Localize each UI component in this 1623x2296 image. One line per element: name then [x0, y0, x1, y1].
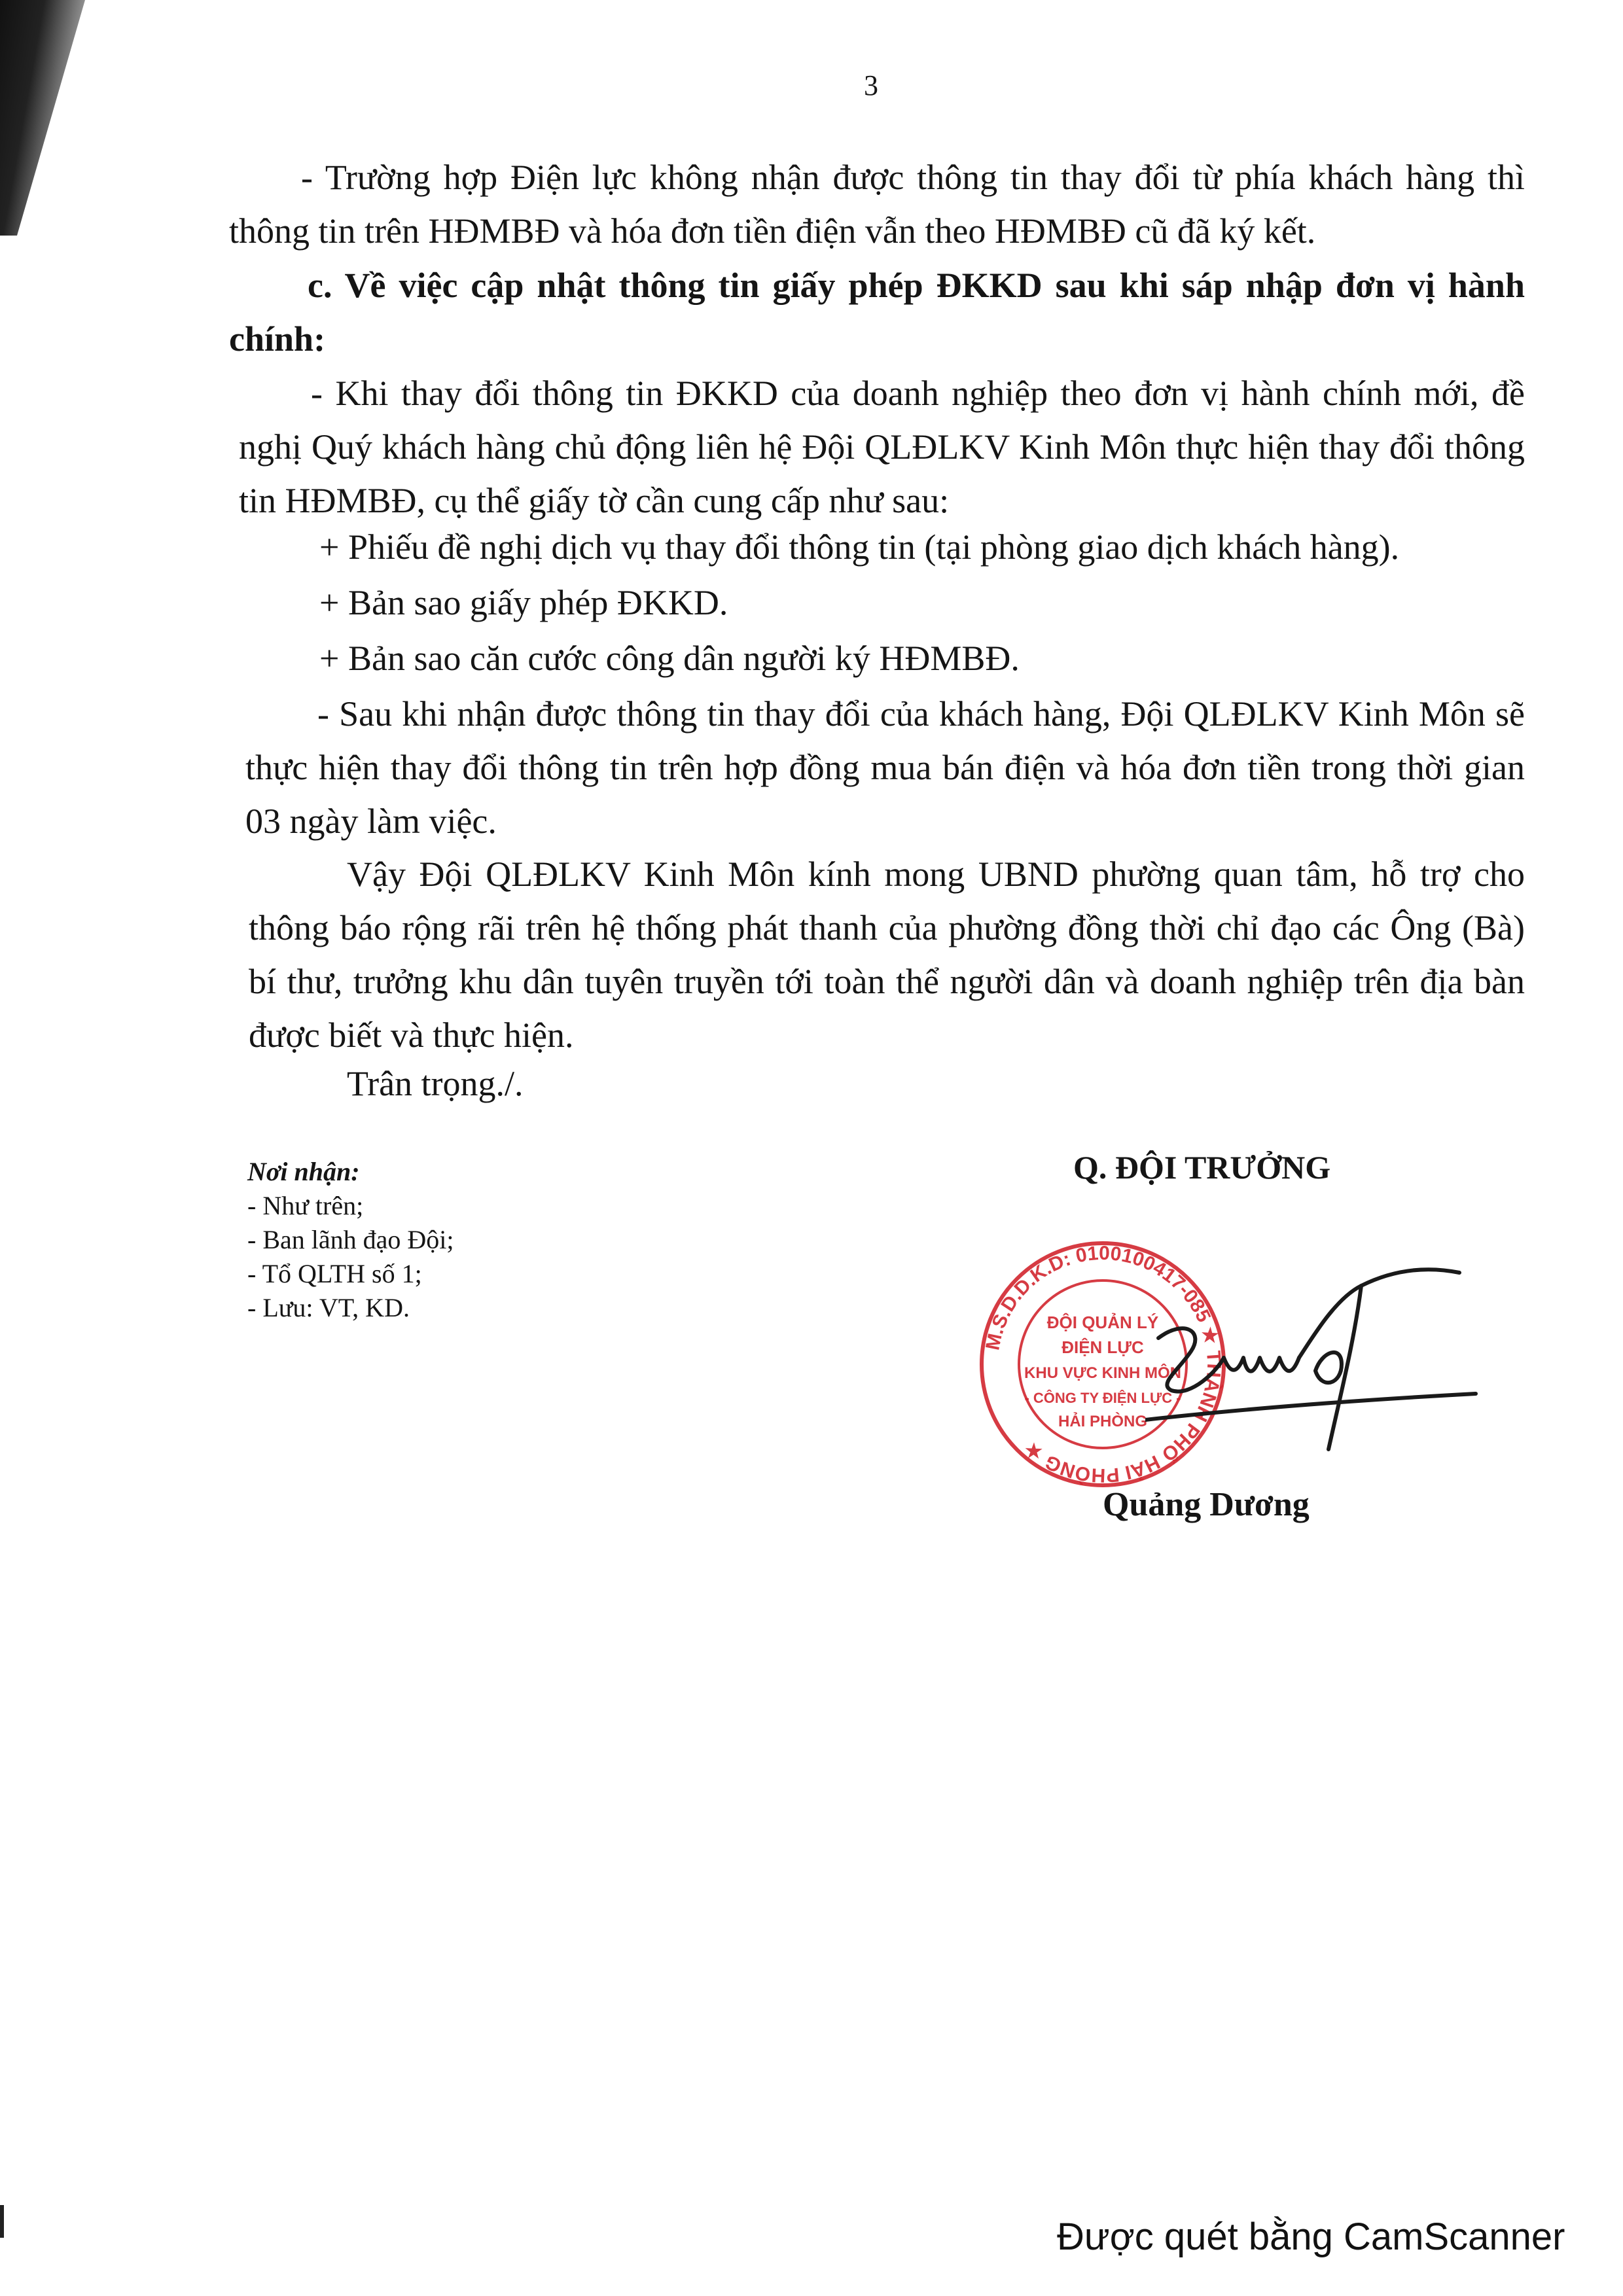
- recipient-item: - Lưu: VT, KD.: [247, 1293, 410, 1322]
- recipient-item: - Ban lãnh đạo Đội;: [247, 1225, 454, 1254]
- scan-edge: [0, 2205, 4, 2238]
- recipients-title: Nơi nhận:: [247, 1157, 360, 1186]
- recipient-item: - Tổ QLTH số 1;: [247, 1259, 422, 1288]
- paragraph-change-registration: - Khi thay đổi thông tin ĐKKD của doanh nghiệp theo đơn vị hành chính mới, đề nghị Quý khách hàng chủ động liên hệ Đội QLĐLKV Kinh Môn thực hiện thay đổi thông tin HĐMBĐ, cụ thể giấy tờ cần cung cấp như sau:: [239, 374, 1525, 520]
- bullet-license-copy: + Bản sao giấy phép ĐKKD.: [319, 583, 728, 622]
- seal-line: - CÔNG TY ĐIỆN LỰC -: [1024, 1390, 1181, 1406]
- scan-shadow: [0, 0, 85, 236]
- seal-line: ĐỘI QUẢN LÝ: [1046, 1313, 1159, 1332]
- seal-outer-text: M.S.D.D.K.D: 0100100417-085 ★ THÀNH PHỐ HẢI PHÒNG ★: [982, 1242, 1225, 1487]
- bullet-request-form: + Phiếu đề nghị dịch vụ thay đổi thông tin (tại phòng giao dịch khách hàng).: [319, 527, 1400, 567]
- seal-line: ĐIỆN LỰC: [1061, 1337, 1144, 1357]
- section-heading-c: c. Về việc cập nhật thông tin giấy phép ĐKKD sau khi sáp nhập đơn vị hành chính:: [229, 266, 1525, 359]
- seal-line: HẢI PHÒNG: [1058, 1413, 1148, 1430]
- page-number: 3: [864, 69, 878, 101]
- scanner-watermark: Được quét bằng CamScanner: [1057, 2216, 1565, 2258]
- signer-name: Quảng Dương: [1103, 1486, 1310, 1523]
- closing-regards: Trân trọng./.: [347, 1064, 524, 1103]
- bullet-id-copy: + Bản sao căn cước công dân người ký HĐMBĐ.: [319, 639, 1020, 678]
- recipients-block: [247, 1155, 454, 1325]
- recipient-item: - Như trên;: [247, 1191, 364, 1220]
- paragraph-processing-time: - Sau khi nhận được thông tin thay đổi của khách hàng, Đội QLĐLKV Kinh Môn sẽ thực hiện thay đổi thông tin trên hợp đồng mua bán điện và hóa đơn tiền trong thời gian 03 ngày làm việc.: [245, 694, 1525, 841]
- paragraph-request-support: Vậy Đội QLĐLKV Kinh Môn kính mong UBND phường quan tâm, hỗ trợ cho thông báo rộng rãi trên hệ thống phát thanh của phường đồng thời chỉ đạo các Ông (Bà) bí thư, trưởng khu dân tuyên truyền tới toàn thể người dân và doanh nghiệp trên địa bàn được biết và thực hiện.: [249, 855, 1525, 1055]
- signatory-title: Q. ĐỘI TRƯỞNG: [1073, 1149, 1331, 1186]
- handwritten-signature: [1145, 1260, 1486, 1482]
- seal-line: KHU VỰC KINH MÔN: [1024, 1364, 1181, 1382]
- paragraph-no-change-info: - Trường hợp Điện lực không nhận được thông tin thay đổi từ phía khách hàng thì thông tin trên HĐMBĐ và hóa đơn tiền điện vẫn theo HĐMBĐ cũ đã ký kết.: [229, 158, 1525, 251]
